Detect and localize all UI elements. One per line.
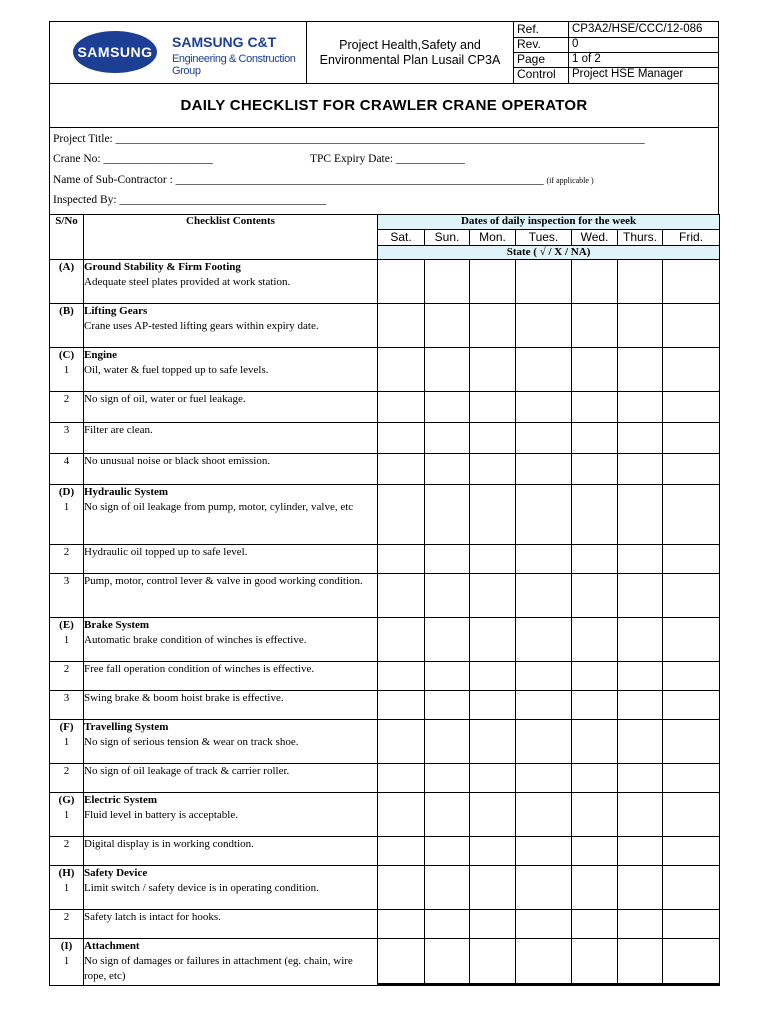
- inspection-cell-tues[interactable]: [516, 423, 572, 454]
- checklist-item: [84, 866, 378, 910]
- checklist-row: [50, 348, 720, 392]
- meta-value: 0: [572, 38, 579, 50]
- checklist-item-text: Filter are clean.: [84, 424, 153, 436]
- inspection-cell-sun[interactable]: [425, 837, 470, 866]
- inspection-cell-wed[interactable]: [572, 485, 618, 545]
- checklist-item: [84, 764, 378, 793]
- inspection-cell-mon[interactable]: [470, 392, 516, 423]
- inspection-cell-tues[interactable]: [516, 260, 572, 304]
- checklist-row: [50, 910, 720, 939]
- section-title: Attachment: [84, 940, 140, 952]
- inspection-cell-mon[interactable]: [470, 910, 516, 939]
- section-title: Lifting Gears: [84, 305, 148, 317]
- inspection-cell-wed[interactable]: [572, 720, 618, 764]
- document-header: [49, 21, 719, 84]
- row-number-label: (B): [59, 305, 74, 317]
- checklist-body: [50, 260, 720, 986]
- inspection-cell-thurs[interactable]: [618, 662, 663, 691]
- checklist-row: [50, 454, 720, 485]
- row-number-label: 2: [63, 838, 70, 850]
- inspection-cell-mon[interactable]: [470, 720, 516, 764]
- row-number: [50, 866, 84, 910]
- inspection-cell-tues[interactable]: [516, 720, 572, 764]
- inspection-cell-sat[interactable]: [378, 485, 425, 545]
- inspection-cell-mon[interactable]: [470, 423, 516, 454]
- row-number: [50, 618, 84, 662]
- row-subnumber: 1: [63, 955, 70, 967]
- row-subnumber: 1: [63, 736, 70, 748]
- plan-title: [307, 22, 514, 83]
- contents-header: Checklist Contents: [84, 215, 378, 260]
- row-number-label: (E): [59, 619, 74, 631]
- inspection-cell-mon[interactable]: [470, 260, 516, 304]
- inspection-cell-mon[interactable]: [470, 304, 516, 348]
- inspection-cell-sat[interactable]: [378, 618, 425, 662]
- inspection-cell-thurs[interactable]: [618, 939, 663, 986]
- checklist-item: [84, 260, 378, 304]
- section-title: Safety Device: [84, 867, 148, 879]
- inspection-cell-thurs[interactable]: [618, 691, 663, 720]
- inspection-cell-tues[interactable]: [516, 304, 572, 348]
- checklist-item: [84, 910, 378, 939]
- inspection-cell-wed[interactable]: [572, 454, 618, 485]
- inspection-cell-wed[interactable]: [572, 837, 618, 866]
- inspection-cell-frid[interactable]: [663, 545, 720, 574]
- inspection-cell-thurs[interactable]: [618, 260, 663, 304]
- inspection-cell-thurs[interactable]: [618, 423, 663, 454]
- inspection-cell-wed[interactable]: [572, 392, 618, 423]
- inspection-cell-tues[interactable]: [516, 618, 572, 662]
- inspection-cell-wed[interactable]: [572, 691, 618, 720]
- section-title: Hydraulic System: [84, 486, 169, 498]
- row-number: [50, 793, 84, 837]
- project-title-field: Project Title: ____________________________________________________________________________________________: [53, 133, 645, 145]
- inspection-cell-sun[interactable]: [425, 866, 470, 910]
- inspection-cell-wed[interactable]: [572, 910, 618, 939]
- checklist-item-text: No sign of oil leakage from pump, motor, cylinder, valve, etc: [84, 501, 354, 513]
- inspection-cell-mon[interactable]: [470, 793, 516, 837]
- row-number: [50, 260, 84, 304]
- meta-value: CP3A2/HSE/CCC/12-086: [572, 23, 703, 35]
- day-header-tues: Tues.: [516, 230, 572, 246]
- inspection-cell-sat[interactable]: [378, 662, 425, 691]
- row-number: [50, 348, 84, 392]
- checklist-item-text: Adequate steel plates provided at work station.: [84, 276, 291, 288]
- checklist-item: [84, 545, 378, 574]
- meta-key: Control: [514, 67, 569, 83]
- day-header-thurs: Thurs.: [618, 230, 663, 246]
- checklist-item-text: Crane uses AP-tested lifting gears within expiry date.: [84, 320, 319, 332]
- checklist-item-text: Digital display is in working condtion.: [84, 838, 254, 850]
- row-number-label: 4: [63, 455, 70, 467]
- inspection-cell-mon[interactable]: [470, 574, 516, 618]
- inspection-cell-thurs[interactable]: [618, 793, 663, 837]
- checklist-row: [50, 662, 720, 691]
- row-number: [50, 764, 84, 793]
- checklist-item: [84, 793, 378, 837]
- checklist-item-text: No sign of damages or failures in attachment (eg. chain, wire rope, etc): [84, 955, 353, 982]
- checklist-row: [50, 260, 720, 304]
- inspection-cell-tues[interactable]: [516, 939, 572, 986]
- inspection-cell-tues[interactable]: [516, 866, 572, 910]
- inspection-cell-tues[interactable]: [516, 574, 572, 618]
- section-title: Brake System: [84, 619, 150, 631]
- inspection-cell-frid[interactable]: [663, 720, 720, 764]
- row-number-label: 3: [63, 424, 70, 436]
- row-number: [50, 423, 84, 454]
- row-number: [50, 574, 84, 618]
- inspection-cell-mon[interactable]: [470, 348, 516, 392]
- inspection-cell-wed[interactable]: [572, 662, 618, 691]
- checklist-row: [50, 939, 720, 986]
- inspected-by-field: Inspected By: ____________________________________: [53, 194, 327, 206]
- checklist-item: [84, 485, 378, 545]
- row-number: [50, 454, 84, 485]
- inspection-cell-wed[interactable]: [572, 793, 618, 837]
- inspection-cell-sat[interactable]: [378, 793, 425, 837]
- inspection-cell-sun[interactable]: [425, 392, 470, 423]
- inspection-cell-tues[interactable]: [516, 764, 572, 793]
- inspection-cell-sun[interactable]: [425, 939, 470, 986]
- inspection-cell-wed[interactable]: [572, 764, 618, 793]
- meta-page: [514, 52, 718, 68]
- checklist-row: [50, 720, 720, 764]
- info-block: [49, 128, 719, 214]
- inspection-cell-sun[interactable]: [425, 793, 470, 837]
- checklist-item-text: Pump, motor, control lever & valve in good working condition.: [84, 575, 363, 587]
- meta-key: Rev.: [514, 37, 569, 52]
- inspection-cell-frid[interactable]: [663, 618, 720, 662]
- row-number-label: 2: [63, 765, 70, 777]
- inspection-cell-thurs[interactable]: [618, 720, 663, 764]
- inspection-cell-frid[interactable]: [663, 764, 720, 793]
- inspection-cell-mon[interactable]: [470, 662, 516, 691]
- checklist-row: [50, 304, 720, 348]
- inspection-cell-sat[interactable]: [378, 764, 425, 793]
- inspection-cell-wed[interactable]: [572, 304, 618, 348]
- inspection-cell-thurs[interactable]: [618, 618, 663, 662]
- inspection-cell-wed[interactable]: [572, 618, 618, 662]
- checklist-item-text: Fluid level in battery is acceptable.: [84, 809, 238, 821]
- inspection-cell-thurs[interactable]: [618, 454, 663, 485]
- inspection-cell-mon[interactable]: [470, 691, 516, 720]
- checklist-item: [84, 691, 378, 720]
- checklist-item: [84, 423, 378, 454]
- checklist-item: [84, 662, 378, 691]
- inspection-cell-frid[interactable]: [663, 485, 720, 545]
- tpc-expiry-field: TPC Expiry Date: ____________: [310, 153, 465, 165]
- inspection-cell-thurs[interactable]: [618, 910, 663, 939]
- checklist-row: [50, 545, 720, 574]
- row-number-label: (G): [58, 794, 75, 806]
- checklist-item-text: Swing brake & boom hoist brake is effective.: [84, 692, 284, 704]
- inspection-cell-mon[interactable]: [470, 545, 516, 574]
- checklist-item-text: Safety latch is intact for hooks.: [84, 911, 221, 923]
- page-title: DAILY CHECKLIST FOR CRAWLER CRANE OPERATOR: [49, 84, 719, 128]
- state-header: State ( √ / X / NA): [378, 246, 720, 260]
- row-number: [50, 691, 84, 720]
- inspection-cell-mon[interactable]: [470, 618, 516, 662]
- checklist-row: [50, 793, 720, 837]
- row-subnumber: 1: [63, 501, 70, 513]
- checklist-row: [50, 866, 720, 910]
- inspection-cell-sat[interactable]: [378, 304, 425, 348]
- row-number-label: 2: [63, 663, 70, 675]
- document-meta: [514, 22, 718, 83]
- row-number: [50, 910, 84, 939]
- day-header-sat: Sat.: [378, 230, 425, 246]
- inspection-cell-sun[interactable]: [425, 485, 470, 545]
- inspection-cell-thurs[interactable]: [618, 764, 663, 793]
- checklist-item-text: Free fall operation condition of winches is effective.: [84, 663, 315, 675]
- row-number: [50, 392, 84, 423]
- inspection-cell-sat[interactable]: [378, 348, 425, 392]
- inspection-cell-sat[interactable]: [378, 423, 425, 454]
- meta-rev: [514, 37, 718, 53]
- brand-name: SAMSUNG C&T: [172, 34, 277, 50]
- inspection-cell-sat[interactable]: [378, 392, 425, 423]
- row-number-label: (I): [60, 940, 73, 952]
- checklist-item-text: No sign of oil, water or fuel leakage.: [84, 393, 246, 405]
- checklist-item-text: No sign of serious tension & wear on track shoe.: [84, 736, 299, 748]
- inspection-cell-mon[interactable]: [470, 485, 516, 545]
- inspection-cell-frid[interactable]: [663, 866, 720, 910]
- sno-header: S/No: [50, 215, 84, 260]
- inspection-cell-frid[interactable]: [663, 837, 720, 866]
- checklist-item: [84, 939, 378, 986]
- inspection-cell-sat[interactable]: [378, 910, 425, 939]
- checklist-table: [49, 214, 720, 986]
- checklist-item: [84, 348, 378, 392]
- checklist-row: [50, 485, 720, 545]
- inspection-cell-thurs[interactable]: [618, 545, 663, 574]
- day-header-frid: Frid.: [663, 230, 720, 246]
- inspection-cell-thurs[interactable]: [618, 304, 663, 348]
- row-number-label: (H): [58, 867, 75, 879]
- inspection-cell-sun[interactable]: [425, 662, 470, 691]
- meta-ref: [514, 22, 718, 38]
- inspection-cell-wed[interactable]: [572, 545, 618, 574]
- inspection-cell-tues[interactable]: [516, 545, 572, 574]
- checklist-item-text: Limit switch / safety device is in operating condition.: [84, 882, 319, 894]
- inspection-cell-sat[interactable]: [378, 866, 425, 910]
- meta-key: Ref.: [514, 22, 569, 37]
- checklist-item: [84, 454, 378, 485]
- inspection-cell-wed[interactable]: [572, 866, 618, 910]
- inspection-cell-tues[interactable]: [516, 485, 572, 545]
- checklist-row: [50, 764, 720, 793]
- day-header-wed: Wed.: [572, 230, 618, 246]
- row-number-label: 2: [63, 393, 70, 405]
- plan-title-line2: Environmental Plan Lusail CP3A: [319, 52, 501, 67]
- if-applicable-note: (if applicable ): [546, 176, 594, 185]
- inspection-cell-thurs[interactable]: [618, 866, 663, 910]
- checklist-row: [50, 618, 720, 662]
- inspection-cell-sun[interactable]: [425, 720, 470, 764]
- checklist-item: [84, 574, 378, 618]
- inspection-cell-sun[interactable]: [425, 618, 470, 662]
- inspection-cell-sat[interactable]: [378, 260, 425, 304]
- section-title: Engine: [84, 349, 118, 361]
- checklist-row: [50, 691, 720, 720]
- inspection-cell-sun[interactable]: [425, 545, 470, 574]
- inspection-cell-sat[interactable]: [378, 939, 425, 986]
- row-number-label: 2: [63, 546, 70, 558]
- inspection-cell-sat[interactable]: [378, 454, 425, 485]
- row-subnumber: 1: [63, 364, 70, 376]
- inspection-cell-tues[interactable]: [516, 793, 572, 837]
- meta-key: Page: [514, 52, 569, 67]
- inspection-cell-frid[interactable]: [663, 574, 720, 618]
- inspection-cell-sun[interactable]: [425, 454, 470, 485]
- logo-cell: [50, 22, 307, 83]
- checklist-row: [50, 392, 720, 423]
- inspection-cell-sun[interactable]: [425, 260, 470, 304]
- inspection-cell-frid[interactable]: [663, 691, 720, 720]
- inspection-cell-frid[interactable]: [663, 454, 720, 485]
- subcontractor-field: [53, 174, 594, 186]
- inspection-cell-thurs[interactable]: [618, 348, 663, 392]
- inspection-cell-sun[interactable]: [425, 304, 470, 348]
- inspection-cell-sun[interactable]: [425, 764, 470, 793]
- checklist-row: [50, 837, 720, 866]
- row-number-label: (A): [58, 261, 75, 273]
- row-number: [50, 939, 84, 986]
- checklist-item-text: Automatic brake condition of winches is effective.: [84, 634, 307, 646]
- inspection-cell-thurs[interactable]: [618, 392, 663, 423]
- checklist-item: [84, 304, 378, 348]
- meta-control: [514, 67, 718, 83]
- inspection-cell-wed[interactable]: [572, 939, 618, 986]
- inspection-cell-frid[interactable]: [663, 910, 720, 939]
- checklist-item: [84, 837, 378, 866]
- row-number-label: 3: [63, 575, 70, 587]
- inspection-cell-mon[interactable]: [470, 837, 516, 866]
- inspection-cell-tues[interactable]: [516, 691, 572, 720]
- checklist-item-text: Oil, water & fuel topped up to safe levels.: [84, 364, 269, 376]
- checklist-item: [84, 618, 378, 662]
- inspection-cell-sun[interactable]: [425, 910, 470, 939]
- checklist-item: [84, 720, 378, 764]
- subcontractor-label: Name of Sub-Contractor : ________________________________________________________________: [53, 174, 544, 186]
- row-number: [50, 720, 84, 764]
- section-title: Travelling System: [84, 721, 169, 733]
- crane-no-field: Crane No: ___________________: [53, 153, 213, 165]
- meta-value: 1 of 2: [572, 53, 601, 65]
- inspection-cell-frid[interactable]: [663, 348, 720, 392]
- row-subnumber: 1: [63, 634, 70, 646]
- inspection-cell-wed[interactable]: [572, 423, 618, 454]
- inspection-cell-frid[interactable]: [663, 793, 720, 837]
- row-number-label: 3: [63, 692, 70, 704]
- inspection-cell-tues[interactable]: [516, 910, 572, 939]
- brand-group: Engineering & Construction Group: [172, 53, 296, 77]
- inspection-cell-frid[interactable]: [663, 939, 720, 986]
- inspection-cell-frid[interactable]: [663, 662, 720, 691]
- inspection-cell-tues[interactable]: [516, 392, 572, 423]
- row-number-label: (F): [59, 721, 74, 733]
- inspection-cell-sat[interactable]: [378, 837, 425, 866]
- inspection-cell-mon[interactable]: [470, 764, 516, 793]
- checklist-item-text: No sign of oil leakage of track & carrier roller.: [84, 765, 290, 777]
- row-number: [50, 662, 84, 691]
- inspection-cell-sun[interactable]: [425, 574, 470, 618]
- inspection-cell-sat[interactable]: [378, 720, 425, 764]
- inspection-cell-sun[interactable]: [425, 348, 470, 392]
- row-subnumber: 1: [63, 809, 70, 821]
- inspection-cell-mon[interactable]: [470, 939, 516, 986]
- inspection-cell-sat[interactable]: [378, 574, 425, 618]
- inspection-cell-mon[interactable]: [470, 454, 516, 485]
- row-number: [50, 485, 84, 545]
- row-subnumber: 1: [63, 882, 70, 894]
- day-header-sun: Sun.: [425, 230, 470, 246]
- inspection-cell-sat[interactable]: [378, 691, 425, 720]
- inspection-cell-sat[interactable]: [378, 545, 425, 574]
- inspection-cell-thurs[interactable]: [618, 485, 663, 545]
- inspection-cell-sun[interactable]: [425, 423, 470, 454]
- section-title: Ground Stability & Firm Footing: [84, 261, 241, 273]
- checklist-item-text: No unusual noise or black shoot emission.: [84, 455, 271, 467]
- samsung-logo: SAMSUNG: [73, 31, 157, 73]
- inspection-cell-frid[interactable]: [663, 260, 720, 304]
- row-number-label: 2: [63, 911, 70, 923]
- checklist-row: [50, 423, 720, 454]
- inspection-cell-wed[interactable]: [572, 348, 618, 392]
- checklist-row: [50, 574, 720, 618]
- inspection-cell-sun[interactable]: [425, 691, 470, 720]
- inspection-cell-thurs[interactable]: [618, 837, 663, 866]
- checklist-item-text: Hydraulic oil topped up to safe level.: [84, 546, 248, 558]
- row-number-label: (D): [58, 486, 75, 498]
- row-number: [50, 545, 84, 574]
- inspection-cell-tues[interactable]: [516, 837, 572, 866]
- inspection-cell-wed[interactable]: [572, 260, 618, 304]
- plan-title-line1: Project Health,Safety and: [339, 37, 481, 52]
- dates-header: Dates of daily inspection for the week: [378, 215, 720, 230]
- row-number: [50, 304, 84, 348]
- meta-value: Project HSE Manager: [572, 68, 684, 80]
- inspection-cell-tues[interactable]: [516, 348, 572, 392]
- inspection-cell-wed[interactable]: [572, 574, 618, 618]
- row-number: [50, 837, 84, 866]
- inspection-cell-frid[interactable]: [663, 392, 720, 423]
- bottom-rule: [377, 983, 719, 986]
- day-header-mon: Mon.: [470, 230, 516, 246]
- section-title: Electric System: [84, 794, 157, 806]
- inspection-cell-thurs[interactable]: [618, 574, 663, 618]
- inspection-cell-tues[interactable]: [516, 662, 572, 691]
- inspection-cell-frid[interactable]: [663, 423, 720, 454]
- inspection-cell-mon[interactable]: [470, 866, 516, 910]
- inspection-cell-frid[interactable]: [663, 304, 720, 348]
- checklist-item: [84, 392, 378, 423]
- inspection-cell-tues[interactable]: [516, 454, 572, 485]
- row-number-label: (C): [58, 349, 75, 361]
